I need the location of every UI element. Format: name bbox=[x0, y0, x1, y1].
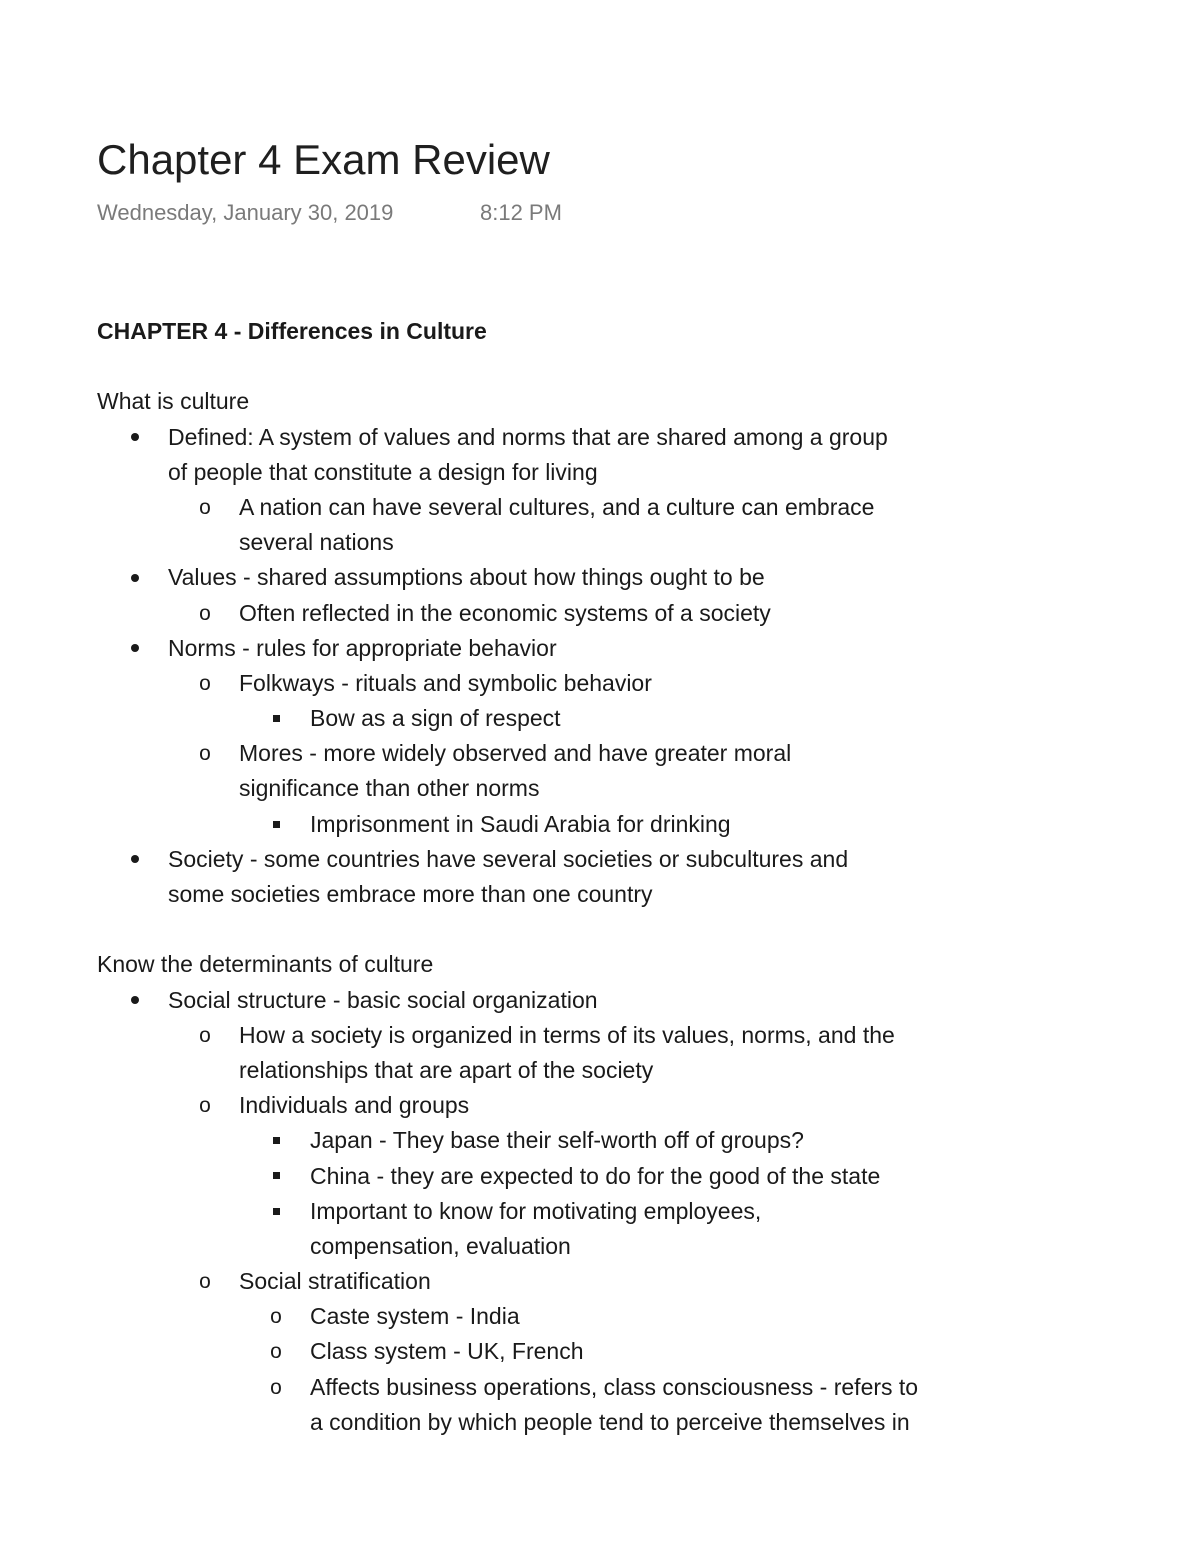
bullet-circle-icon: o bbox=[199, 742, 211, 766]
list-item-continuation: of people that constitute a design for living bbox=[168, 458, 598, 485]
list-item bbox=[97, 490, 1037, 525]
list-item bbox=[97, 1334, 1037, 1369]
list-item-text: Values - shared assumptions about how things ought to be bbox=[168, 564, 765, 591]
bullet-square-icon bbox=[266, 701, 286, 736]
bullet-square-icon bbox=[266, 1194, 286, 1229]
page-time: 8:12 PM bbox=[480, 200, 562, 225]
list-item-text: Important to know for motivating employees, bbox=[310, 1197, 762, 1224]
list-item bbox=[97, 1194, 1037, 1229]
list-item-text: Class system - UK, French bbox=[310, 1338, 584, 1365]
list-item-continuation: a condition by which people tend to perceive themselves in bbox=[310, 1408, 910, 1435]
list-item-text: Caste system - India bbox=[310, 1303, 520, 1330]
list-item bbox=[97, 560, 1037, 595]
list-item bbox=[97, 596, 1037, 631]
list-item-text: Individuals and groups bbox=[239, 1092, 470, 1119]
note-content bbox=[97, 314, 1037, 1440]
bullet-dot-icon bbox=[125, 983, 145, 1018]
list-item bbox=[97, 736, 1037, 771]
list-item bbox=[97, 1018, 1037, 1053]
bullet-circle-icon: o bbox=[199, 1023, 211, 1047]
page-date: Wednesday, January 30, 2019 bbox=[97, 200, 394, 225]
list-item-text: Norms - rules for appropriate behavior bbox=[168, 634, 557, 661]
bullet-dot-icon bbox=[125, 420, 145, 455]
bullet-dot-icon bbox=[125, 842, 145, 877]
list-item-text: Social stratification bbox=[239, 1268, 431, 1295]
bullet-circle-icon: o bbox=[199, 601, 211, 625]
list-item-text: Often reflected in the economic systems of a society bbox=[239, 599, 771, 626]
bullet-circle-icon: o bbox=[199, 495, 211, 519]
list-item bbox=[97, 983, 1037, 1018]
bullet-square-icon bbox=[266, 807, 286, 842]
section-title: Know the determinants of culture bbox=[97, 951, 434, 978]
bullet-circle-icon: o bbox=[270, 1305, 282, 1329]
list-item bbox=[97, 666, 1037, 701]
list-item-text: A nation can have several cultures, and a culture can embrace bbox=[239, 493, 875, 520]
page-title: Chapter 4 Exam Review bbox=[97, 136, 550, 183]
bullet-circle-icon: o bbox=[199, 1094, 211, 1118]
bullet-circle-icon: o bbox=[270, 1340, 282, 1364]
list-item bbox=[97, 420, 1037, 455]
list-item bbox=[97, 1264, 1037, 1299]
list-item bbox=[97, 1299, 1037, 1334]
bullet-circle-icon: o bbox=[270, 1375, 282, 1399]
bullet-square-icon bbox=[266, 1123, 286, 1158]
section-title: What is culture bbox=[97, 388, 250, 415]
bullet-circle-icon: o bbox=[199, 671, 211, 695]
list-item-text: Folkways - rituals and symbolic behavior bbox=[239, 669, 652, 696]
list-item-text: Bow as a sign of respect bbox=[310, 705, 561, 732]
list-item bbox=[97, 631, 1037, 666]
bullet-circle-icon: o bbox=[199, 1270, 211, 1294]
list-item-text: Japan - They base their self-worth off of groups? bbox=[310, 1127, 804, 1154]
list-item-text: Society - some countries have several societies or subcultures and bbox=[168, 845, 849, 872]
list-item-text: Affects business operations, class consciousness - refers to bbox=[310, 1373, 919, 1400]
list-item-text: China - they are expected to do for the good of the state bbox=[310, 1162, 881, 1189]
list-item bbox=[97, 842, 1037, 877]
list-item bbox=[97, 1370, 1037, 1405]
spacer bbox=[97, 912, 1037, 947]
list-item bbox=[97, 1123, 1037, 1158]
list-item-continuation: some societies embrace more than one country bbox=[168, 881, 653, 907]
bullet-dot-icon bbox=[125, 560, 145, 595]
list-item bbox=[97, 1088, 1037, 1123]
list-item-text: How a society is organized in terms of its values, norms, and the bbox=[239, 1021, 895, 1048]
list-item-text: Defined: A system of values and norms that are shared among a group bbox=[168, 423, 888, 450]
list-item-continuation: significance than other norms bbox=[239, 775, 540, 802]
list-item-text: Social structure - basic social organization bbox=[168, 986, 598, 1013]
list-item-continuation: relationships that are apart of the society bbox=[239, 1056, 654, 1083]
spacer bbox=[97, 349, 1037, 384]
list-item-continuation: compensation, evaluation bbox=[310, 1232, 571, 1259]
list-item-text: Mores - more widely observed and have greater moral bbox=[239, 740, 792, 767]
chapter-heading: CHAPTER 4 - Differences in Culture bbox=[97, 318, 487, 344]
bullet-square-icon bbox=[266, 1159, 286, 1194]
list-item-text: Imprisonment in Saudi Arabia for drinking bbox=[310, 810, 731, 837]
list-item-continuation: several nations bbox=[239, 529, 394, 556]
list-item bbox=[97, 807, 1037, 842]
page-meta bbox=[97, 198, 562, 228]
bullet-dot-icon bbox=[125, 631, 145, 666]
list-item bbox=[97, 1159, 1037, 1194]
list-item bbox=[97, 701, 1037, 736]
